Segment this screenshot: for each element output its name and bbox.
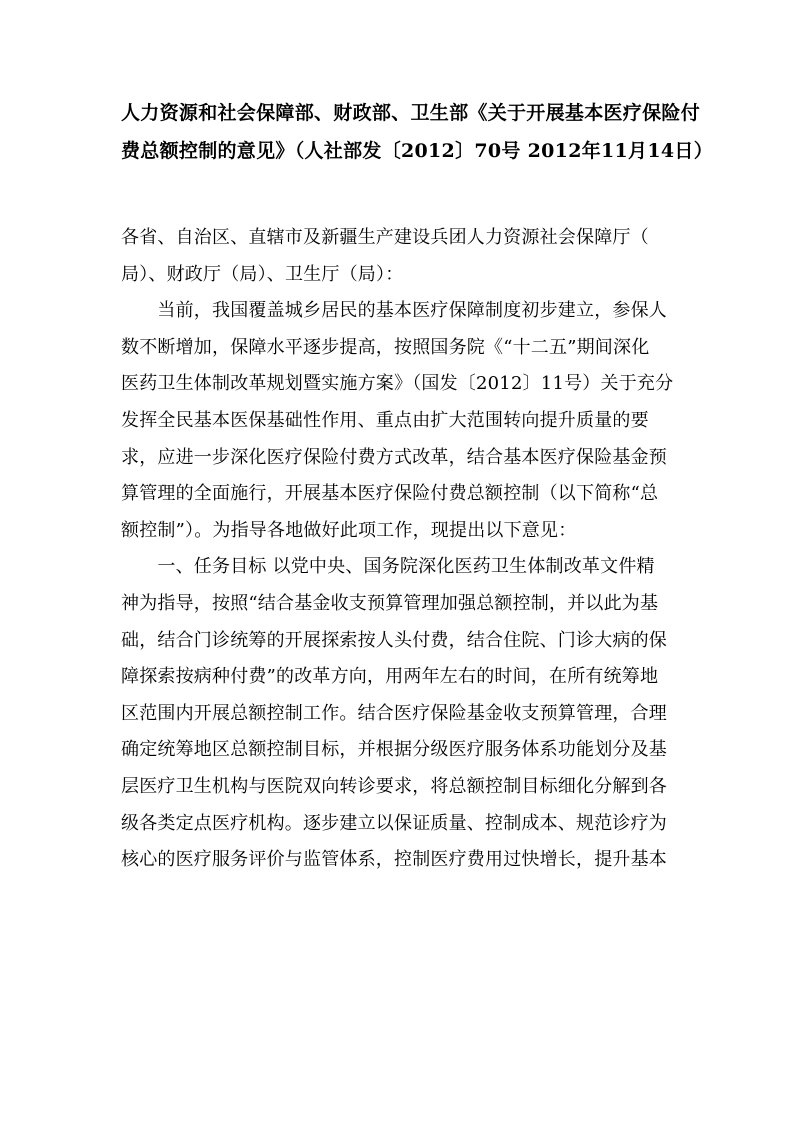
body-line: 求，应进一步深化医疗保险付费方式改革，结合基本医疗保险基金预 <box>121 446 667 468</box>
body-line: 神为指导，按照“结合基金收支预算管理加强总额控制，并以此为基 <box>121 592 659 614</box>
document-title <box>121 94 713 170</box>
body-line: 额控制”）。为指导各地做好此项工作，现提出以下意见： <box>121 519 577 541</box>
body-line: 算管理的全面施行，开展基本医疗保险付费总额控制（以下简称“总 <box>121 483 659 505</box>
body-line: 级各类定点医疗机构。逐步建立以保证质量、控制成本、规范诊疗为 <box>121 812 667 834</box>
title-line: 费总额控制的意见》（人社部发〔2012〕70号 2012年11月14日） <box>121 140 713 162</box>
body-line: 础，结合门诊统筹的开展探索按人头付费，结合住院、门诊大病的保 <box>121 629 667 651</box>
body-line: 障探索按病种付费”的改革方向，用两年左右的时间，在所有统筹地 <box>121 666 659 688</box>
body-line: 核心的医疗服务评价与监管体系，控制医疗费用过快增长，提升基本 <box>121 849 667 871</box>
body-line: 数不断增加，保障水平逐步提高，按照国务院《“十二五”期间深化 <box>121 336 650 358</box>
body-line: 局）、财政厅（局）、卫生厅（局）： <box>121 263 404 285</box>
body-line: 各省、自治区、直辖市及新疆生产建设兵团人力资源社会保障厅（ <box>121 227 649 248</box>
title-line: 人力资源和社会保障部、财政部、卫生部《关于开展基本医疗保险付 <box>121 102 701 124</box>
body-line: 区范围内开展总额控制工作。结合医疗保险基金收支预算管理，合理 <box>121 702 667 724</box>
body-line: 当前，我国覆盖城乡居民的基本医疗保障制度初步建立，参保人 <box>121 300 667 322</box>
body-line: 一、任务目标 以党中央、国务院深化医药卫生体制改革文件精 <box>121 556 655 578</box>
body-line: 层医疗卫生机构与医院双向转诊要求，将总额控制目标细化分解到各 <box>121 775 667 797</box>
body-line: 医药卫生体制改革规划暨实施方案》（国发〔2012〕11号）关于充分 <box>121 373 674 395</box>
document-body <box>121 220 681 879</box>
body-line: 确定统筹地区总额控制目标，并根据分级医疗服务体系功能划分及基 <box>121 739 667 761</box>
body-line: 发挥全民基本医保基础性作用、重点由扩大范围转向提升质量的要 <box>121 409 649 431</box>
